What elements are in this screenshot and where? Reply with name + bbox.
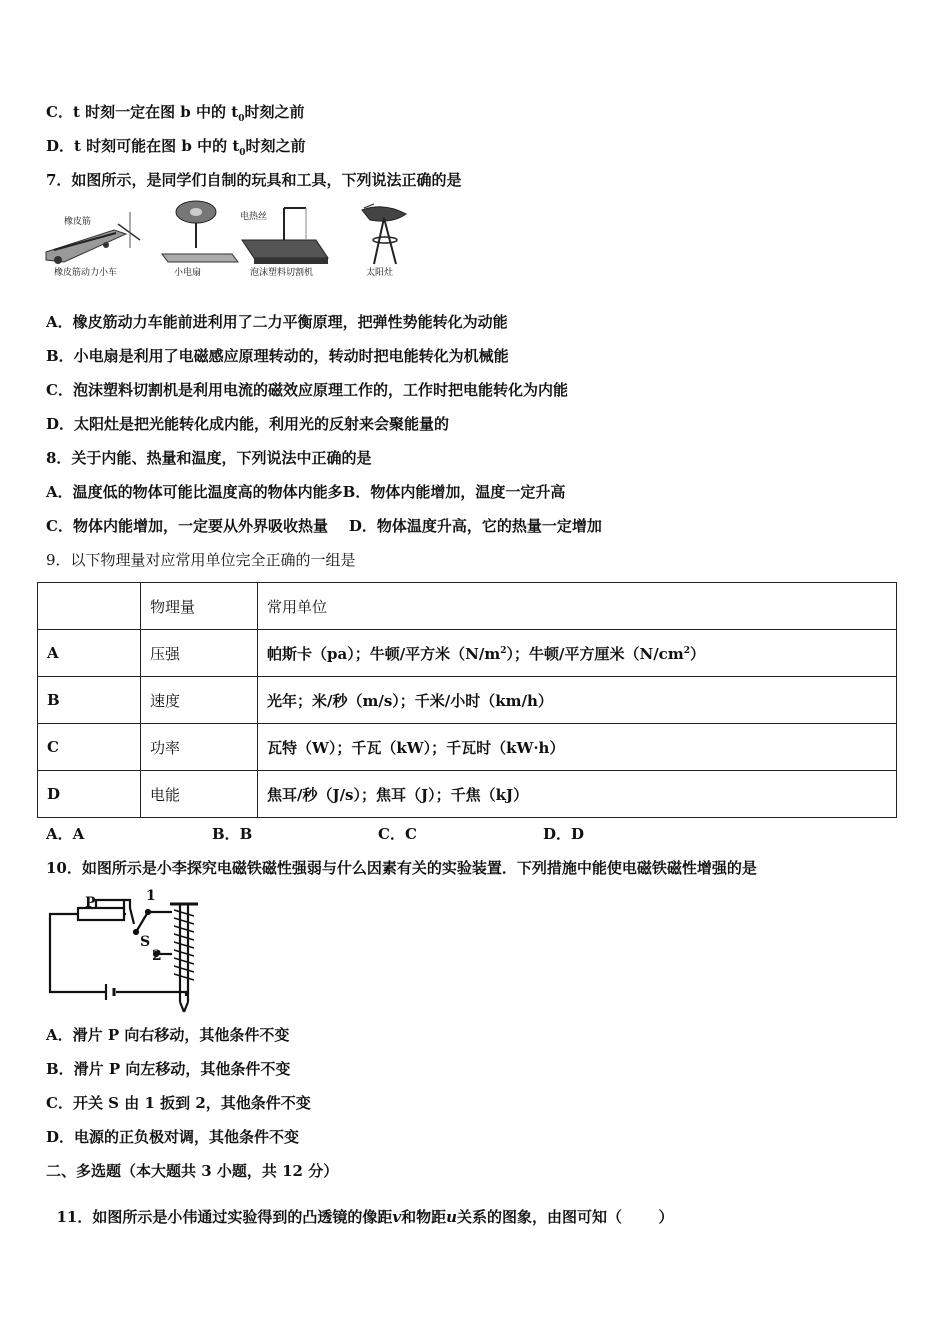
row-units: 瓦特（W）；千瓦（kW）；千瓦时（kW·h） <box>258 724 897 771</box>
row-key: B <box>38 677 141 724</box>
caption-rubber-car: 橡皮筋动力小车 <box>54 268 118 278</box>
solar-cooker-drawing <box>362 204 406 264</box>
q10-option-c: C．开关 S 由 1 扳到 2，其他条件不变 <box>46 1094 311 1112</box>
caption-foam-cutter: 泡沫塑料切割机 <box>250 268 314 278</box>
q10-option-d: D．电源的正负极对调，其他条件不变 <box>46 1128 300 1146</box>
label-contact-2: 2 <box>152 948 162 964</box>
table-row <box>38 724 897 771</box>
q7-option-c: C．泡沫塑料切割机是利用电流的磁效应原理工作的，工作时把电能转化为内能 <box>46 381 568 399</box>
table-row <box>38 630 897 677</box>
row-units: 光年；米/秒（m/s）；千米/小时（km/h） <box>258 677 897 724</box>
row-units: 焦耳/秒（J/s）；焦耳（J）；千焦（kJ） <box>258 771 897 818</box>
row-quantity: 功率 <box>141 724 258 771</box>
label-contact-1: 1 <box>146 888 156 904</box>
q7-stem: 7．如图所示，是同学们自制的玩具和工具，下列说法正确的是 <box>46 171 462 189</box>
small-fan-drawing <box>162 201 238 262</box>
rubber-band-car-drawing <box>46 212 140 264</box>
q8-stem: 8．关于内能、热量和温度，下列说法中正确的是 <box>46 449 372 467</box>
table-row <box>38 771 897 818</box>
electromagnet-circuit <box>44 888 204 1016</box>
q6-option-c: C．t 时刻一定在图 b 中的 $t_0$时刻之前 <box>46 103 305 124</box>
q10-stem: 10．如图所示是小李探究电磁铁磁性强弱与什么因素有关的实验装置．下列措施中能使电磁铁磁性增强的是 <box>46 859 757 877</box>
header-quantity: 物理量 <box>141 583 258 630</box>
label-switch-s: S <box>140 934 151 950</box>
q10-option-a: A．滑片 P 向右移动，其他条件不变 <box>46 1026 290 1044</box>
q9-option-b: B．B <box>212 825 253 843</box>
q9-option-c: C．C <box>378 825 417 843</box>
header-key <box>38 583 141 630</box>
row-quantity: 压强 <box>141 630 258 677</box>
q9-stem: 9．以下物理量对应常用单位完全正确的一组是 <box>46 551 356 569</box>
section-heading: 二、多选题（本大题共 3 小题，共 12 分） <box>46 1162 339 1180</box>
label-rubber-band: 橡皮筋 <box>64 217 92 227</box>
row-key: D <box>38 771 141 818</box>
table-row <box>38 677 897 724</box>
label-heating-wire: 电热丝 <box>240 212 268 222</box>
q7-option-b: B．小电扇是利用了电磁感应原理转动的，转动时把电能转化为机械能 <box>46 347 509 365</box>
q7-option-d: D．太阳灶是把光能转化成内能，利用光的反射来会聚能量的 <box>46 415 450 433</box>
header-units: 常用单位 <box>258 583 897 630</box>
q11-stem: 11．如图所示是小伟通过实验得到的凸透镜的像距v和物距u关系的图象，由图可知（ ） <box>56 1208 674 1226</box>
q9-option-a: A．A <box>46 825 85 843</box>
q8-options-line2: C．物体内能增加，一定要从外界吸收热量 D．物体温度升高，它的热量一定增加 <box>46 517 602 535</box>
units-table <box>37 582 897 818</box>
row-units: 帕斯卡（pa）；牛顿/平方米$(N/m^2)$；牛顿/平方厘米$(N/cm^2)$ <box>258 630 897 677</box>
q9-options <box>46 824 646 844</box>
q10-option-b: B．滑片 P 向左移动，其他条件不变 <box>46 1060 291 1078</box>
row-key: C <box>38 724 141 771</box>
row-quantity: 电能 <box>141 771 258 818</box>
table-header-row <box>38 583 897 630</box>
label-slider-p: P <box>85 895 96 911</box>
caption-solar-cooker: 太阳灶 <box>366 268 394 278</box>
q7-option-a: A．橡皮筋动力车能前进利用了二力平衡原理，把弹性势能转化为动能 <box>46 313 508 331</box>
caption-small-fan: 小电扇 <box>174 268 202 278</box>
q9-option-d: D．D <box>543 825 585 843</box>
row-key: A <box>38 630 141 677</box>
circuit-drawing <box>44 888 204 1016</box>
q6-option-d: D．t 时刻可能在图 b 中的 $t_0$时刻之前 <box>46 137 306 158</box>
q8-options-line1: A．温度低的物体可能比温度高的物体内能多B．物体内能增加，温度一定升高 <box>46 483 566 501</box>
row-quantity: 速度 <box>141 677 258 724</box>
q7-figure <box>44 200 414 280</box>
